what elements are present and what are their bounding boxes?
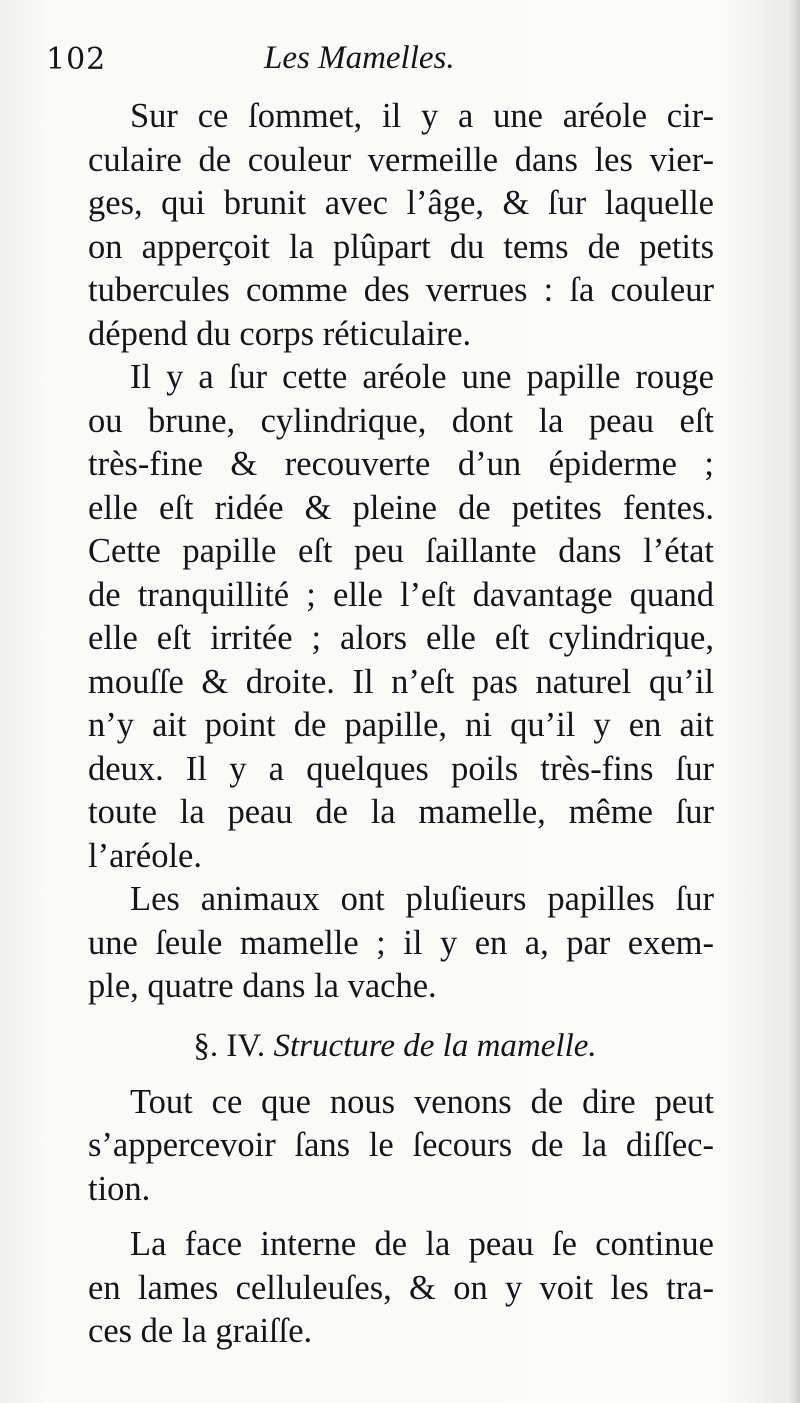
text-line: Cette papille eſt peu ſaillante dans l’état (88, 532, 714, 570)
text-line: ces de la graiſſe. (88, 1312, 313, 1350)
text-line: culaire de couleur vermeille dans les vier- (88, 140, 714, 179)
text-line: elle eſt irritée ; alors elle eſt cylindrique, (88, 619, 714, 657)
text-line: très-fine & recouverte d’un épiderme ; (88, 445, 714, 483)
text-line: une ſeule mamelle ; il y en a, par exem- (88, 923, 714, 962)
section-heading (46, 1023, 714, 1069)
text-line: deux. Il y a quelques poils très-fins ſur (88, 749, 714, 788)
text-line: toute la peau de la mamelle, même ſur (88, 793, 714, 831)
text-line: elle eſt ridée & pleine de petites fentes. (88, 488, 714, 527)
text-line: Sur ce ſommet, il y a une aréole cir- (130, 97, 714, 135)
section-number: §. IV. (193, 1027, 266, 1064)
text-line: en lames celluleuſes, & on y voit les tra- (88, 1268, 714, 1307)
page-header (46, 40, 746, 90)
paragraph-face-interne (46, 1223, 714, 1354)
paragraph-gap (46, 1211, 714, 1223)
running-title: Les Mamelles. (264, 40, 455, 76)
page-number: 102 (46, 42, 107, 77)
paragraph-areole (46, 95, 714, 356)
text-line: Les animaux ont pluſieurs papilles ſur (130, 880, 714, 918)
text-line: tubercules comme des verrues : ſa couleur (88, 271, 714, 309)
text-line: n’y ait point de papille, ni qu’il y en ait (88, 706, 714, 744)
body-text (46, 95, 714, 1354)
text-line: ou brune, cylindrique, dont la peau eſt (88, 401, 714, 440)
section-title: Structure de la mamelle. (273, 1027, 597, 1064)
page-edge-shadow (786, 0, 800, 1403)
text-line: de tranquillité ; elle l’eſt davantage quand (88, 575, 714, 614)
paragraph-animaux (46, 878, 714, 1009)
text-line: La face interne de la peau ſe continue (130, 1225, 714, 1263)
text-line: tion. (88, 1169, 151, 1208)
text-line: on apperçoit la plûpart du tems de petits (88, 227, 714, 266)
text-line: ple, quatre dans la vache. (88, 967, 437, 1005)
text-line: ges, qui brunit avec l’âge, & ſur laquelle (88, 184, 714, 222)
text-line: mouſſe & droite. Il n’eſt pas naturel qu’il (88, 662, 714, 701)
text-line: dépend du corps réticulaire. (88, 314, 472, 353)
text-line: Il y a ſur cette aréole une papille rouge (130, 358, 714, 396)
text-line: s’appercevoir ſans le ſecours de la diſſec- (88, 1126, 714, 1164)
text-line: l’aréole. (88, 836, 202, 875)
text-line: Tout ce que nous venons de dire peut (130, 1082, 714, 1121)
paragraph-dissection (46, 1081, 714, 1212)
paragraph-papille (46, 356, 714, 878)
